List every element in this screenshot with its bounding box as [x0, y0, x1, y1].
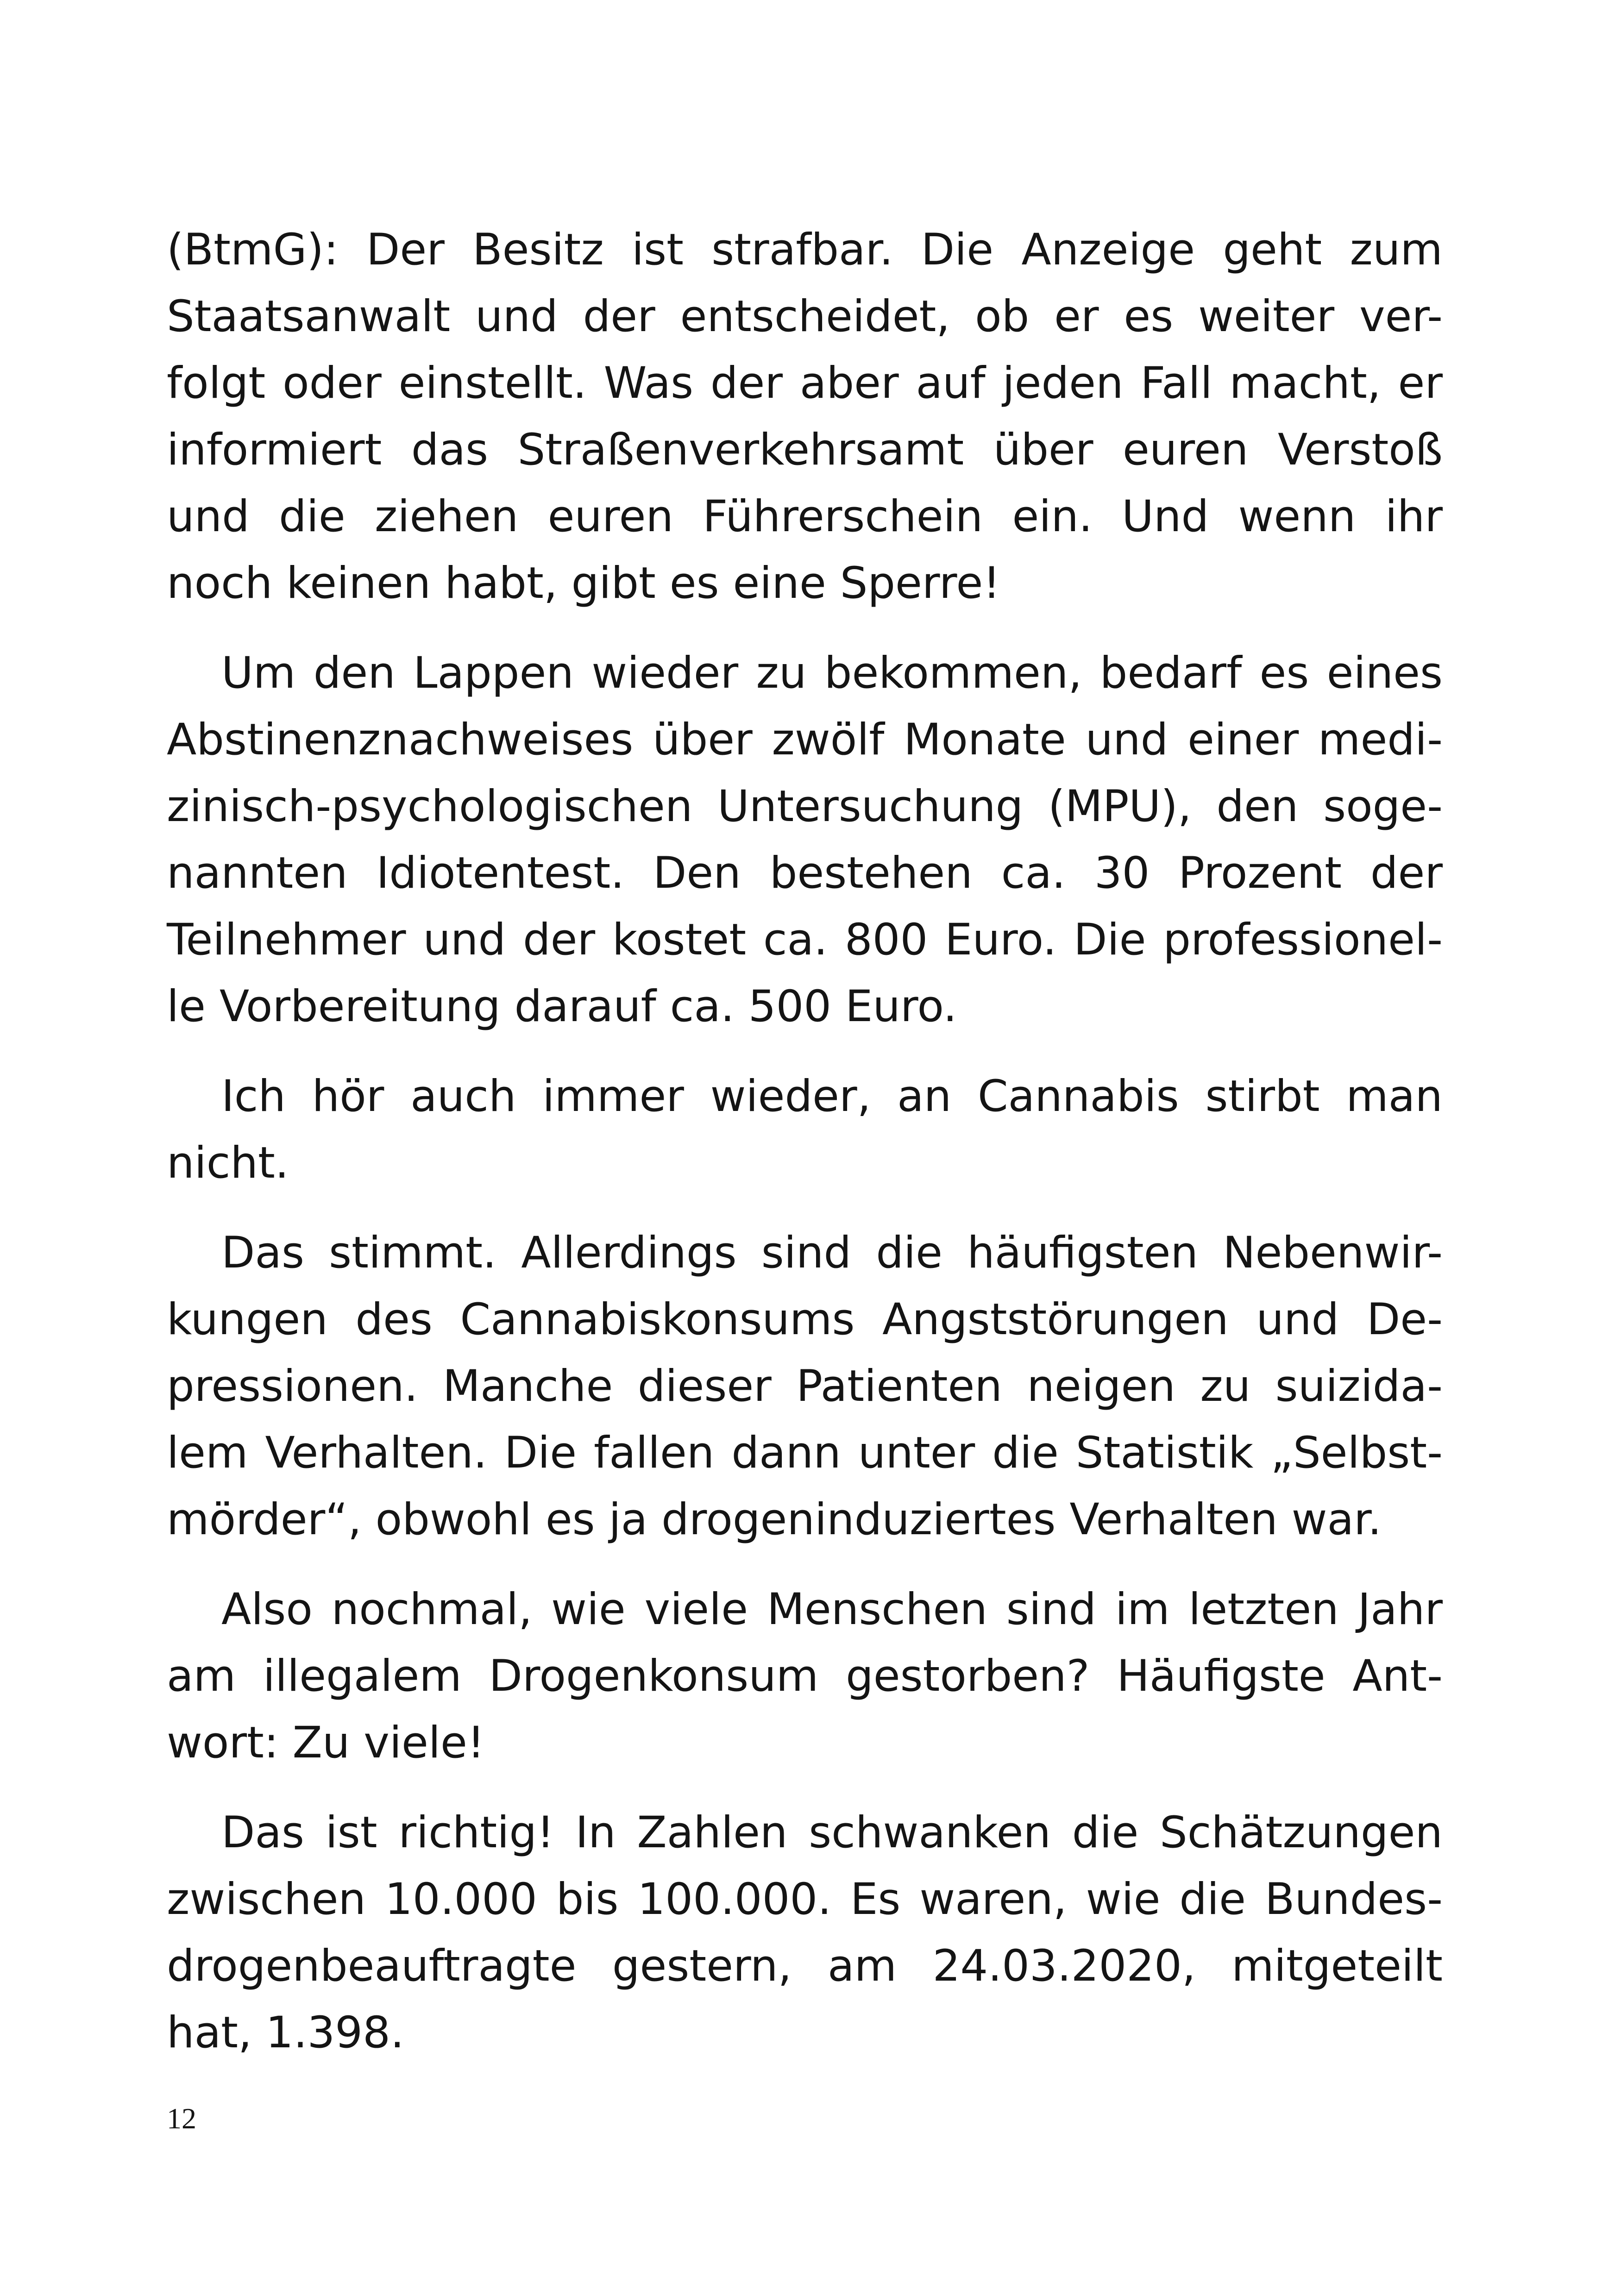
text-line: Also nochmal, wie viele Menschen sind im letzten Jahr — [221, 1584, 1443, 1635]
text-line: und die ziehen euren Führerschein ein. Und wenn ihr — [167, 491, 1443, 542]
text-line: informiert das Straßenverkehrsamt über euren Verstoß — [167, 425, 1443, 475]
text-line: pressionen. Manche dieser Patienten neigen zu suizida- — [167, 1361, 1443, 1411]
page-number: 12 — [167, 2102, 196, 2135]
text-line: zinisch-psychologischen Untersuchung (MPU), den soge- — [167, 781, 1443, 832]
text-line: (BtmG): Der Besitz ist strafbar. Die Anzeige geht zum — [167, 225, 1443, 275]
text-line: Um den Lappen wieder zu bekommen, bedarf es eines — [221, 648, 1443, 698]
text-line: drogenbeauftragte gestern, am 24.03.2020, mitgeteilt — [167, 1941, 1443, 1991]
paragraph — [167, 1800, 1443, 2066]
text-line: Teilnehmer und der kostet ca. 800 Euro. Die professionel- — [167, 915, 1443, 965]
text-line: nicht. — [167, 1138, 289, 1188]
text-line: zwischen 10.000 bis 100.000. Es waren, wie die Bundes- — [167, 1874, 1443, 1925]
text-line: wort: Zu viele! — [167, 1718, 485, 1768]
text-line: noch keinen habt, gibt es eine Sperre! — [167, 558, 1000, 609]
text-line: mörder“, obwohl es ja drogeninduziertes Verhalten war. — [167, 1494, 1382, 1545]
text-line: folgt oder einstellt. Was der aber auf jeden Fall macht, er — [167, 358, 1443, 408]
paragraph — [167, 640, 1443, 1040]
text-line: am illegalem Drogenkonsum gestorben? Häufigste Ant- — [167, 1651, 1443, 1701]
paragraph — [167, 1576, 1443, 1776]
text-line: kungen des Cannabiskonsums Angststörungen und De- — [167, 1294, 1443, 1345]
paragraph — [167, 217, 1443, 617]
text-line: Staatsanwalt und der entscheidet, ob er es weiter ver- — [167, 291, 1443, 342]
paragraph — [167, 1220, 1443, 1553]
text-line: Das ist richtig! In Zahlen schwanken die Schätzungen — [221, 1807, 1443, 1858]
paragraph — [167, 1063, 1443, 1197]
text-line: Abstinenznachweises über zwölf Monate und einer medi- — [167, 715, 1443, 765]
text-line: Das stimmt. Allerdings sind die häufigsten Nebenwir- — [221, 1228, 1443, 1278]
text-line: Ich hör auch immer wieder, an Cannabis stirbt man — [221, 1071, 1443, 1122]
text-line: nannten Idiotentest. Den bestehen ca. 30 Prozent der — [167, 848, 1443, 898]
text-line: lem Verhalten. Die fallen dann unter die Statistik „Selbst- — [167, 1428, 1443, 1478]
text-line: le Vorbereitung darauf ca. 500 Euro. — [167, 981, 957, 1032]
body-text — [167, 217, 1443, 2066]
text-line: hat, 1.398. — [167, 2007, 404, 2058]
